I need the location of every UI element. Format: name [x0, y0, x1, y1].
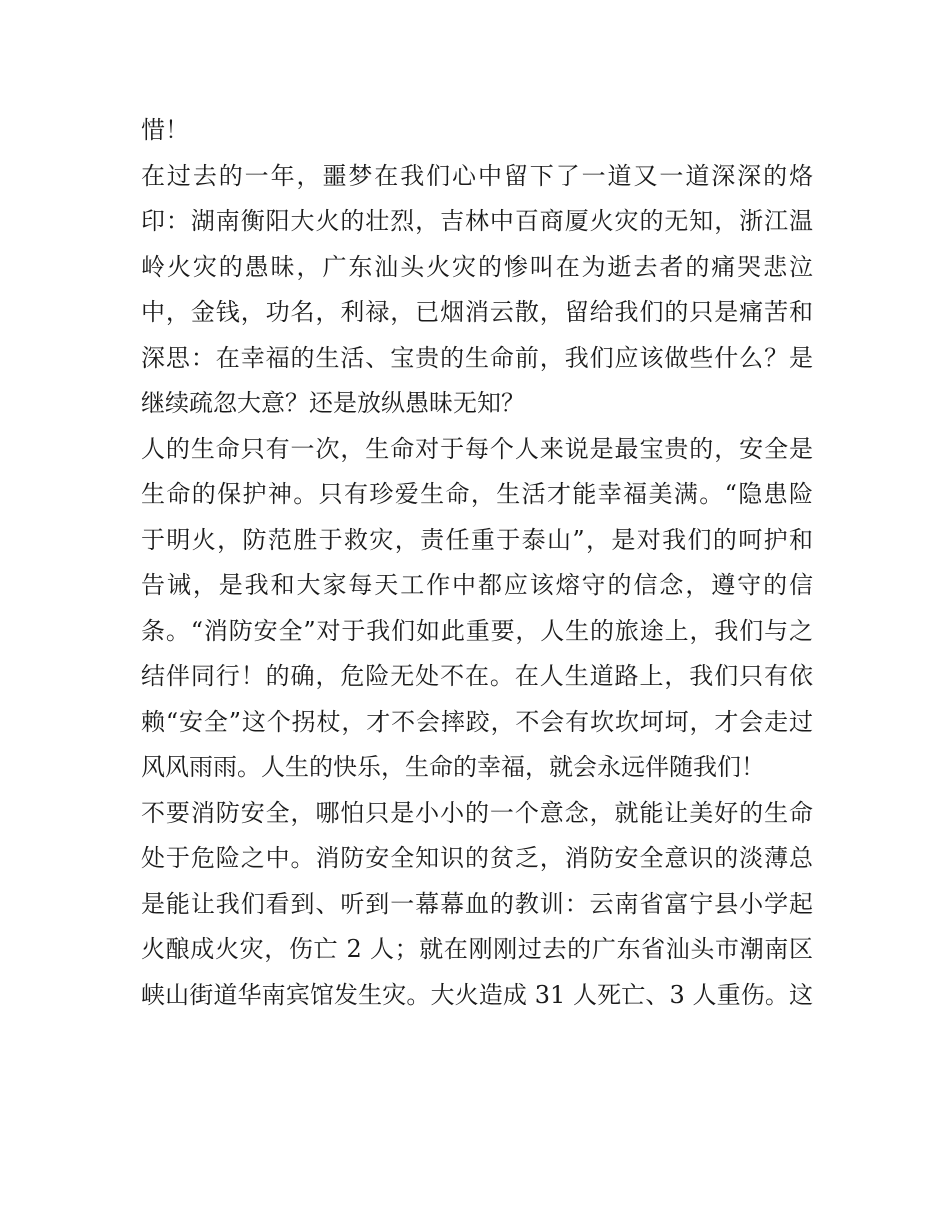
text-line-12: 条。“消防安全”对于我们如此重要，人生的旅途上，我们与之: [141, 616, 813, 645]
text-line-18: 是能让我们看到、听到一幕幕血的教训：云南省富宁县小学起: [141, 889, 813, 918]
text-line-6: 深思：在幸福的生活、宝贵的生命前，我们应该做些什么？是: [141, 343, 813, 372]
text-line-14: 赖“安全”这个拐杖，才不会摔跤，不会有坎坎坷坷，才会走过: [141, 707, 813, 736]
text-line-20: 峡山街道华南宾馆发生灾。大火造成 31 人死亡、3 人重伤。这: [141, 980, 813, 1009]
text-line-7: 继续疏忽大意？还是放纵愚昧无知？: [141, 389, 525, 417]
text-line-5: 中，金钱，功名，利禄，已烟消云散，留给我们的只是痛苦和: [141, 298, 813, 326]
text-line-2: 在过去的一年，噩梦在我们心中留下了一道又一道深深的烙: [141, 161, 813, 190]
text-line-13: 结伴同行！的确，危险无处不在。在人生道路上，我们只有依: [141, 662, 813, 690]
text-line-10: 于明火，防范胜于救灾，责任重于泰山”，是对我们的呵护和: [141, 525, 813, 554]
text-line-4: 岭火灾的愚昧，广东汕头火灾的惨叫在为逝去者的痛哭悲泣: [141, 252, 813, 281]
text-line-11: 告诫，是我和大家每天工作中都应该熔守的信念，遵守的信: [141, 571, 813, 599]
text-line-8: 人的生命只有一次，生命对于每个人来说是最宝贵的，安全是: [141, 434, 813, 463]
document-body: [141, 108, 813, 1018]
text-line-9: 生命的保护神。只有珍爱生命，生活才能幸福美满。“隐患险: [141, 480, 813, 508]
text-line-19: 火酿成火灾，伤亡 2 人；就在刚刚过去的广东省汕头市潮南区: [141, 935, 813, 963]
text-line-1: 惜！: [141, 116, 189, 144]
text-line-15: 风风雨雨。人生的快乐，生命的幸福，就会永远伴随我们！: [141, 753, 765, 781]
text-line-16: 不要消防安全，哪怕只是小小的一个意念，就能让美好的生命: [141, 798, 813, 827]
text-line-17: 处于危险之中。消防安全知识的贫乏，消防安全意识的淡薄总: [141, 844, 813, 872]
text-line-3: 印：湖南衡阳大火的壮烈，吉林中百商厦火灾的无知，浙江温: [141, 207, 813, 235]
